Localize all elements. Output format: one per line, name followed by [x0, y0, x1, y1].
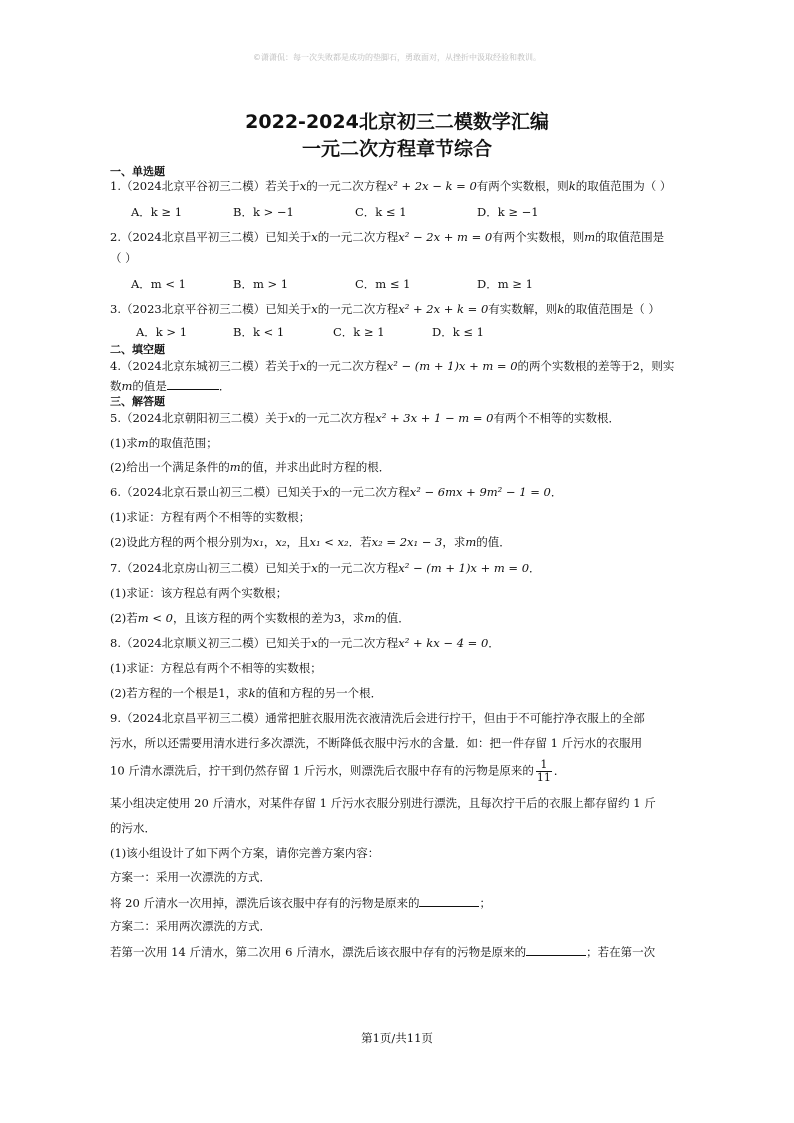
equation: x² + 3x + 1 − m = 0 — [375, 411, 494, 425]
q2-option-d: D．m ≥ 1 — [477, 277, 533, 291]
q2-option-b: B．m > 1 — [233, 277, 289, 291]
question-5-stem: 5.（2024北京朝阳初三二模）关于x的一元二次方程x² + 3x + 1 − m = 0有两个不相等的实数根． — [110, 411, 620, 425]
question-8-stem: 8.（2024北京顺义初三二模）已知关于x的一元二次方程x² + kx − 4 = 0． — [110, 636, 500, 650]
question-9-line-2: 污水，所以还需要用清水进行多次漂洗，不断降低衣服中污水的含量．如：把一件存留 1 斤污水的衣服用 — [110, 736, 643, 750]
question-9-line-10: 若第一次用 14 斤清水，第二次用 6 斤清水，漂洗后该衣服中存有的污物是原来的 ；若在第一次 — [110, 945, 656, 959]
section-heading-single-choice: 一、单选题 — [110, 165, 165, 178]
question-1-stem: 1.（2024北京平谷初三二模）若关于x的一元二次方程x² + 2x − k = 0有两个实数根，则k的取值范围为（ ） — [110, 179, 672, 193]
question-8-part-2: (2)若方程的一个根是1，求k的值和方程的另一个根． — [110, 686, 383, 700]
equation: x² + kx − 4 = 0 — [398, 636, 489, 650]
question-5-part-2: (2)给出一个满足条件的m的值，并求出此时方程的根． — [110, 460, 391, 474]
equation: x² + 2x + k = 0 — [398, 302, 489, 316]
question-6-stem: 6.（2024北京石景山初三二模）已知关于x的一元二次方程x² − 6mx + 9m² − 1 = 0． — [110, 485, 563, 499]
section-heading-solutions: 三、解答题 — [110, 395, 165, 408]
question-3-stem: 3.（2023北京平谷初三二模）已知关于x的一元二次方程x² + 2x + k = 0有实数解，则k的取值范围是（ ） — [110, 302, 660, 316]
page-number-footer: 第1页/共11页 — [361, 1031, 433, 1045]
q3-option-d: D．k ≤ 1 — [432, 325, 484, 339]
question-7-part-1: (1)求证：该方程总有两个实数根； — [110, 586, 288, 600]
equation: x² + 2x − k = 0 — [386, 179, 477, 193]
question-6-part-1: (1)求证：方程有两个不相等的实数根； — [110, 510, 311, 524]
question-9-line-4: 某小组决定使用 20 斤清水，对某件存留 1 斤污水衣服分别进行漂洗，且每次拧干后的衣服上都存留约 1 斤 — [110, 796, 656, 810]
question-9-line-5: 的污水． — [110, 821, 156, 835]
q1-option-a: A．k ≥ 1 — [131, 205, 183, 219]
q3-option-c: C．k ≥ 1 — [333, 325, 385, 339]
question-2-stem: 2.（2024北京昌平初三二模）已知关于x的一元二次方程x² − 2x + m = 0有两个实数根，则m的取值范围是 — [110, 230, 665, 244]
question-5-part-1: (1)求m的取值范围； — [110, 436, 218, 450]
q1-option-c: C．k ≤ 1 — [355, 205, 407, 219]
q2-option-a: A．m < 1 — [131, 277, 186, 291]
equation: x² − 6mx + 9m² − 1 = 0 — [409, 485, 551, 499]
q2-option-c: C．m ≤ 1 — [355, 277, 411, 291]
question-9-line-8: 将 20 斤清水一次用掉，漂洗后该衣服中存有的污物是原来的 ； — [110, 896, 491, 910]
q3-option-a: A．k > 1 — [136, 325, 188, 339]
fraction-one-eleventh: $\frac{1}{11}$ — [536, 758, 551, 784]
answer-blank[interactable] — [167, 377, 219, 390]
question-9-line-3: 10 斤清水漂洗后，拧干到仍然存留 1 斤污水，则漂洗后衣服中存有的污物是原来的 $\frac{1}{11}$ ． — [110, 758, 566, 784]
question-7-part-2: (2)若m < 0，且该方程的两个实数根的差为3，求m的值． — [110, 611, 410, 625]
question-4-stem-cont: 数m的值是 ． — [110, 379, 231, 393]
question-9-line-7: 方案一：采用一次漂洗的方式． — [110, 870, 271, 884]
question-2-stem-cont: （ ） — [110, 251, 137, 265]
answer-blank[interactable] — [526, 943, 586, 956]
question-7-stem: 7.（2024北京房山初三二模）已知关于x的一元二次方程x² − (m + 1)x + m = 0． — [110, 561, 541, 575]
question-9-line-6: (1)该小组设计了如下两个方案，请你完善方案内容： — [110, 846, 380, 860]
answer-blank[interactable] — [419, 894, 479, 907]
question-4-stem: 4.（2024北京东城初三二模）若关于x的一元二次方程x² − (m + 1)x + m = 0的两个实数根的差等于2，则实 — [110, 359, 675, 373]
q1-option-b: B．k > −1 — [233, 205, 294, 219]
section-heading-fill-in: 二、填空题 — [110, 343, 165, 356]
page-title: 2022-2024北京初三二模数学汇编 — [245, 111, 549, 133]
watermark: ©潇潇侃：每一次失败都是成功的垫脚石，勇敢面对，从挫折中汲取经验和教训。 — [253, 53, 541, 62]
question-8-part-1: (1)求证：方程总有两个不相等的实数根； — [110, 661, 322, 675]
page-subtitle: 一元二次方程章节综合 — [301, 138, 492, 160]
equation: x² − (m + 1)x + m = 0 — [398, 561, 530, 575]
question-9-line-1: 9.（2024北京昌平初三二模）通常把脏衣服用洗衣液清洗后会进行拧干，但由于不可能拧净衣服上的全部 — [110, 711, 645, 725]
q3-option-b: B．k < 1 — [233, 325, 285, 339]
question-6-part-2: (2)设此方程的两个根分别为x₁，x₂，且x₁ < x₂．若x₂ = 2x₁ − 3，求m的值． — [110, 535, 511, 549]
q1-option-d: D．k ≥ −1 — [477, 205, 539, 219]
equation: x² − 2x + m = 0 — [398, 230, 493, 244]
question-9-line-9: 方案二：采用两次漂洗的方式． — [110, 919, 271, 933]
equation: x² − (m + 1)x + m = 0 — [386, 359, 518, 373]
